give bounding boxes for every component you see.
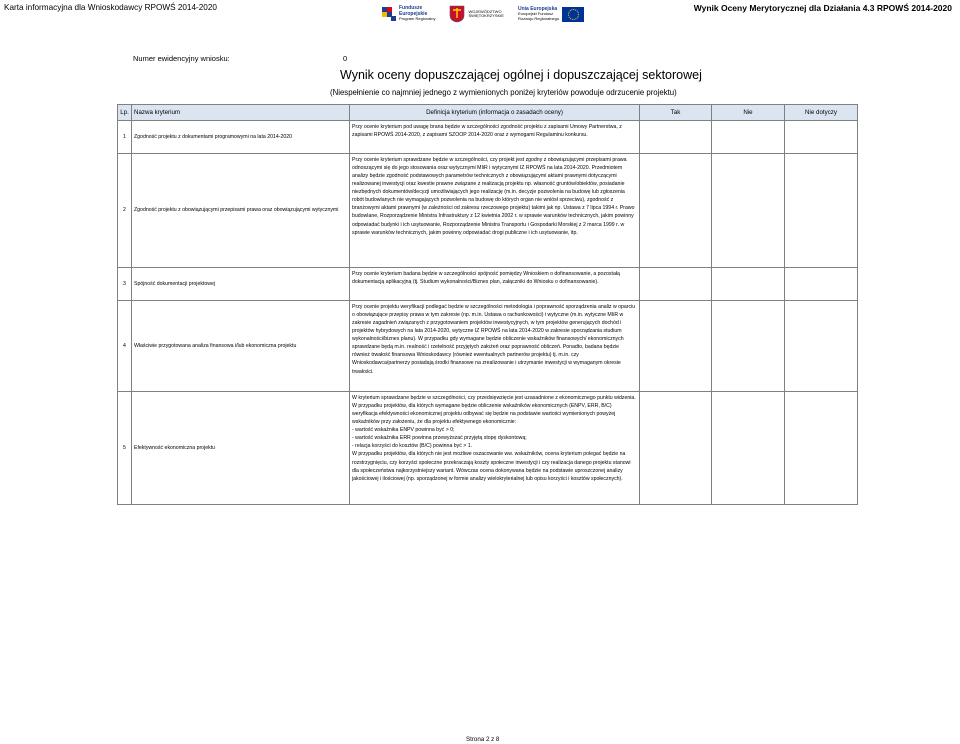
column-header-nie: Nie [712,105,785,121]
cell-lp: 4 [118,301,132,392]
cell-criterion-definition: Przy ocenie kryterium badana będzie w szczególności spójność pomiędzy Wnioskiem o dofinansowanie, a pozostałą dokumentacją aplikacyjną (tj. Studium wykonalności/Biznes plan, załączniki do Wniosku o dofinansowanie). [350,268,640,301]
column-header-name: Nazwa kryterium [132,105,350,121]
cell-lp: 5 [118,392,132,505]
table-row [118,392,858,505]
cell-criterion-name: Zgodność projektu z obowiązującymi przepisami prawa oraz obowiązującymi wytycznymi [132,154,350,268]
table-row [118,268,858,301]
column-header-tak: Tak [640,105,712,121]
logo-fundusze-line3: Program Regionalny [399,16,436,22]
cell-nie-checkbox[interactable] [712,392,785,505]
page-number: Strona 2 z 8 [466,736,500,743]
cell-criterion-name: Właściwie przygotowana analiza finansowa i/lub ekonomiczna projektu [132,301,350,392]
application-number-label: Numer ewidencyjny wniosku: [133,54,230,63]
column-header-definition: Definicja kryterium (informacja o zasadach oceny) [350,105,640,121]
logo-unia-europejska [518,7,584,22]
logo-ue-line1: Unia Europejska [517,5,558,12]
logo-fundusze-line1: Fundusze [399,5,423,12]
cell-tak-checkbox[interactable] [640,392,712,505]
table-row [118,301,858,392]
cell-tak-checkbox[interactable] [640,121,712,154]
cell-criterion-name: Spójność dokumentacji projektowej [132,268,350,301]
region-crest-icon [449,5,465,23]
cell-nie-dotyczy-checkbox[interactable] [785,121,858,154]
cell-lp: 3 [118,268,132,301]
cell-nie-checkbox[interactable] [712,301,785,392]
criteria-table [117,104,858,505]
column-header-lp: Lp. [118,105,132,121]
logo-ue-line2: Europejski Fundusz [517,11,554,17]
cell-criterion-definition: W kryterium sprawdzane będzie w szczególności, czy przedsięwzięcie jest uzasadnione z ekonomicznego punktu widzenia. W przypadku projektów, dla których wymagane będzie obliczenie wskaźników ekonomicznych (ENPV, ERR, B/C) weryfikacja efektywności ekonomicznej projektu odbywać się będzie na podstawie wartości wymienionych powyżej wskaźników przy założeniu, że dla projektu efektywnego ekonomicznie: - wartość wskaźnika ENPV powinna być > 0; - wartość wskaźnika ERR powinna przewyższać przyjętą stopę dyskontową; - relacja korzyści do kosztów (B/C) powinna być > 1. W przypadku projektów, dla których nie jest możliwe oszacowanie ww. wskaźników, ocena kryterium polegać będzie na rozstrzygnięciu, czy korzyści społeczne przekraczają koszty społeczne inwestycji i czy realizacja danego projektu stanowi dla społeczeństwa najkorzystniejszy wariant. Wówczas ocena dokonywana będzie na podstawie uproszczonej analizy jakościowej i ilościowej (np. sporządzonej w formie analizy wielokryterialnej lub opisu korzyści i kosztów społecznych). [350,392,640,505]
cell-criterion-name: Efektywność ekonomiczna projektu [132,392,350,505]
eu-flag-icon [562,7,584,22]
cell-criterion-definition: Przy ocenie projektu weryfikacji podlegać będzie w szczególności metodologia i poprawność sporządzenia analiz w oparciu o obowiązujące przepisy prawa w tym zakresie (np. m.in. Ustawa o rachunkowości) i wytyczne (m.in. wytyczne MIiR w zakresie zagadnień związanych z przygotowaniem projektów inwestycyjnych, w tym projektów generujących dochód i projektów hybrydowych na lata 2014-2020, wytyczne IZ RPOWŚ na lata 2014-2020 w zakresie sporządzania studium wykonalności/biznes planu). W przypadku gdy wymagane będzie obliczenie wskaźników finansowych/ ekonomicznych sprawdzane będą m.in. realność i rzetelność przyjętych założeń oraz poprawność obliczeń. Ponadto, badana będzie również trwałość finansowa Wnioskodawcy (również ewentualnych partnerów projektu) tj. m.in. czy Wnioskodawca/partnerzy posiadają środki finansowe na zrealizowanie i utrzymanie inwestycji w wymaganym okresie trwałości. [350,301,640,392]
cell-nie-dotyczy-checkbox[interactable] [785,154,858,268]
logo-strip [382,4,584,24]
logo-region-line2: ŚWIĘTOKRZYSKIE [468,13,504,18]
cell-nie-checkbox[interactable] [712,268,785,301]
cell-tak-checkbox[interactable] [640,154,712,268]
header-evaluation-name: Wynik Oceny Merytorycznej dla Działania 4.3 RPOWŚ 2014-2020 [693,3,952,13]
cell-criterion-name: Zgodność projektu z dokumentami programowymi na lata 2014-2020 [132,121,350,154]
table-row [118,121,858,154]
cell-criterion-definition: Przy ocenie kryterium pod uwagę brana będzie w szczególności zgodność projektu z zapisami Umowy Partnerstwa, z zapisami RPOWŚ 2014-2020, z zapisami SZOOP 2014-2020 oraz z wymogami Regulaminu konkursu. [350,121,640,154]
cell-nie-dotyczy-checkbox[interactable] [785,301,858,392]
cell-nie-dotyczy-checkbox[interactable] [785,392,858,505]
cell-lp: 1 [118,121,132,154]
cell-nie-checkbox[interactable] [712,154,785,268]
logo-region-line1: WOJEWÓDZTWO [468,8,502,14]
cell-lp: 2 [118,154,132,268]
table-row [118,154,858,268]
table-header-row [118,105,858,121]
logo-region [449,5,504,23]
page-title: Wynik oceny dopuszczającej ogólnej i dopuszczającej sektorowej [340,68,702,82]
page-subtitle: (Niespełnienie co najmniej jednego z wymienionych poniżej kryteriów powoduje odrzucenie projektu) [330,88,677,97]
application-number-value: 0 [343,54,348,63]
fundusze-emblem-icon [382,7,396,21]
header-document-name: Karta informacyjna dla Wnioskodawcy RPOWŚ 2014-2020 [4,3,217,12]
cell-tak-checkbox[interactable] [640,268,712,301]
column-header-nie-dotyczy: Nie dotyczy [785,105,858,121]
cell-nie-dotyczy-checkbox[interactable] [785,268,858,301]
logo-fundusze-line2: Europejskie [399,10,428,17]
cell-tak-checkbox[interactable] [640,301,712,392]
cell-nie-checkbox[interactable] [712,121,785,154]
logo-fundusze-europejskie [382,6,435,21]
logo-ue-line3: Rozwoju Regionalnego [517,15,560,21]
cell-criterion-definition: Przy ocenie kryterium sprawdzane będzie w szczególności, czy projekt jest zgodny z obowiązującymi przepisami prawa odnoszącymi się do jego stosowania oraz wytycznymi MIiR i wytycznymi IZ RPOWŚ na lata 2014-2020. Przedmiotem analizy będzie zgodność podstawowych parametrów technicznych z obowiązującymi aktami prawnymi dotyczącymi realizowanej inwestycji oraz kwestie prawne związane z realizacją projektu np. własność gruntów/obiektów, posiadanie niezbędnych dokumentów/decyzji umożliwiających jego realizację (m.in. decyzje pozwolenia na budowę lub zgłoszenia robót budowlanych nie wymagających pozwolenia na budowę do których organ nie wniósł sprzeciwu), zgodność z branżowymi aktami prawnymi (w zależności od zakresu rzeczowego projektu) takimi jak np. Ustawa z 7 lipca 1994 r. Prawo budowlane, Rozporządzenie Ministra Infrastruktury z 12 kwietnia 2002 r. w sprawie warunków technicznych, jakim powinny odpowiadać budynki i ich usytuowanie, Rozporządzenie Ministra Transportu i Gospodarki Morskiej z 2 marca 1999 r. w sprawie warunków technicznych, jakim powinny odpowiadać drogi publiczne i ich usytuowanie, itp. [350,154,640,268]
